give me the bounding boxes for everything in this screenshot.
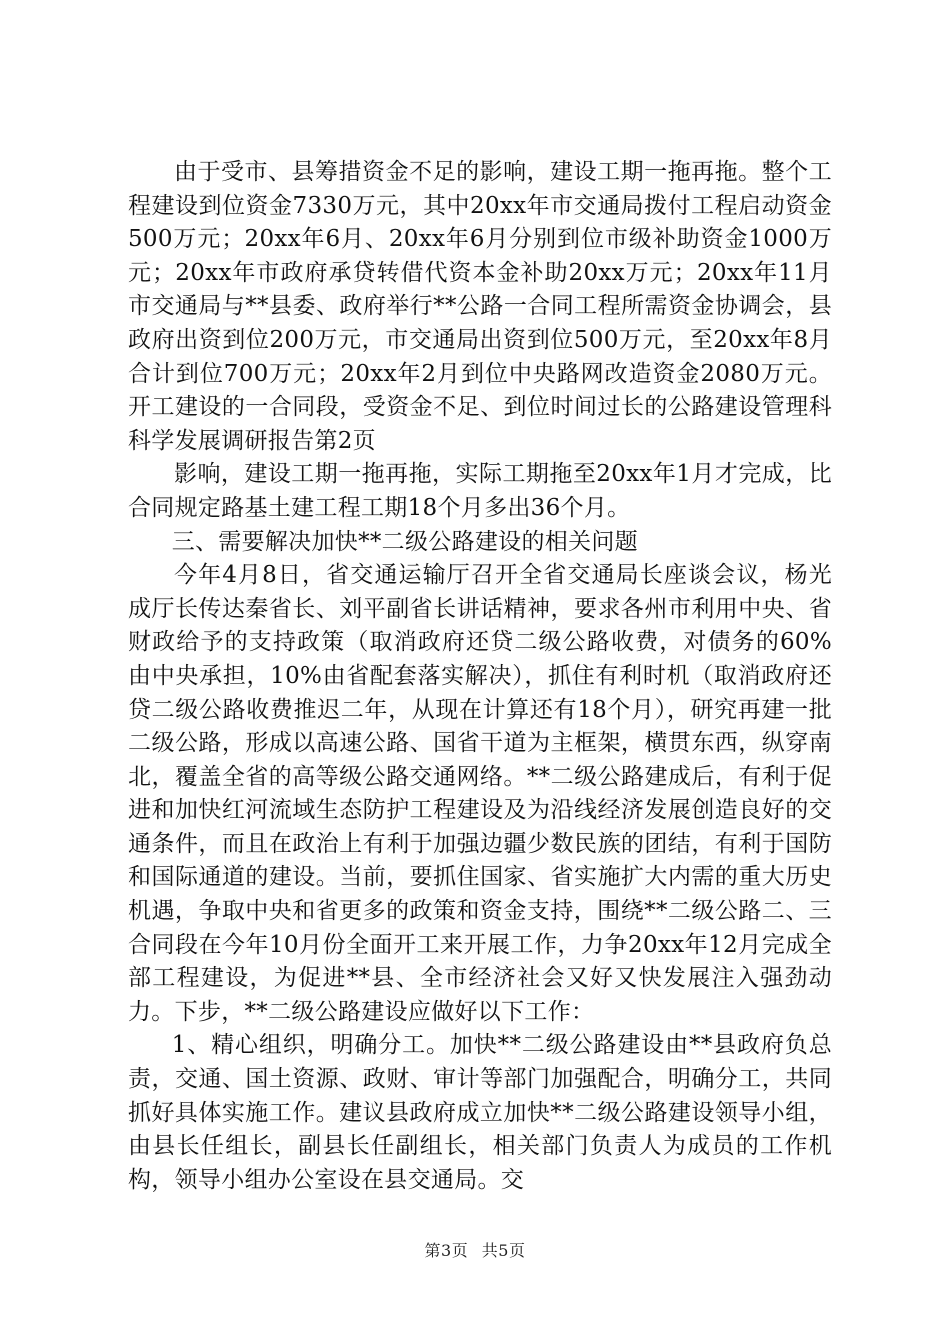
document-body xyxy=(128,156,832,1197)
paragraph-delay: 影响，建设工期一拖再拖，实际工期拖至20xx年1月才完成，比合同规定路基土建工程工期18个月多出36个月。 xyxy=(128,461,832,521)
page-number: 第3页 xyxy=(424,1241,469,1260)
page-footer xyxy=(0,1238,950,1261)
paragraph-funding: 由于受市、县筹措资金不足的影响，建设工期一拖再拖。整个工程建设到位资金7330万元，其中20xx年市交通局拨付工程启动资金500万元；20xx年6月、20xx年6月分别到位市级补助资金1000万元；20xx年市政府承贷转借代资本金补助20xx万元；20xx年11月市交通局与**县委、政府举行**公路一合同工程所需资金协调会，县政府出资到位200万元，市交通局出资到位500万元，至20xx年8月合计到位700万元；20xx年2月到位中央路网改造资金2080万元。开工建设的一合同段，受资金不足、到位时间过长的公路建设管理科科学发展调研报告第2页 xyxy=(128,159,832,454)
section-heading: 三、需要解决加快**二级公路建设的相关问题 xyxy=(171,528,638,555)
paragraph-meeting: 今年4月8日，省交通运输厅召开全省交通局长座谈会议，杨光成厅长传达秦省长、刘平副省长讲话精神，要求各州市利用中央、省财政给予的支持政策（取消政府还贷二级公路收费，对债务的60%由中央承担，10%由省配套落实解决），抓住有利时机（取消政府还贷二级公路收费推迟二年，从现在计算还有18个月），研究再建一批二级公路，形成以高速公路、国省干道为主框架，横贯东西，纵穿南北，覆盖全省的高等级公路交通网络。**二级公路建成后，有利于促进和加快红河流域生态防护工程建设及为沿线经济发展创造良好的交通条件，而且在政治上有利于加强边疆少数民族的团结，有利于国防和国际通道的建设。当前，要抓住国家、省实施扩大内需的重大历史机遇，争取中央和省更多的政策和资金支持，围绕**二级公路二、三合同段在今年10月份全面开工来开展工作，力争20xx年12月完成全部工程建设，为促进**县、全市经济社会又好又快发展注入强劲动力。下步，**二级公路建设应做好以下工作： xyxy=(128,562,832,1025)
paragraph-item-1: 1、精心组织，明确分工。加快**二级公路建设由**县政府负总责，交通、国土资源、政财、审计等部门加强配合，明确分工，共同抓好具体实施工作。建议县政府成立加快**二级公路建设领导小组，由县长任组长，副县长任副组长，相关部门负责人为成员的工作机构，领导小组办公室设在县交通局。交 xyxy=(128,1032,832,1193)
page-total: 共5页 xyxy=(481,1241,526,1260)
